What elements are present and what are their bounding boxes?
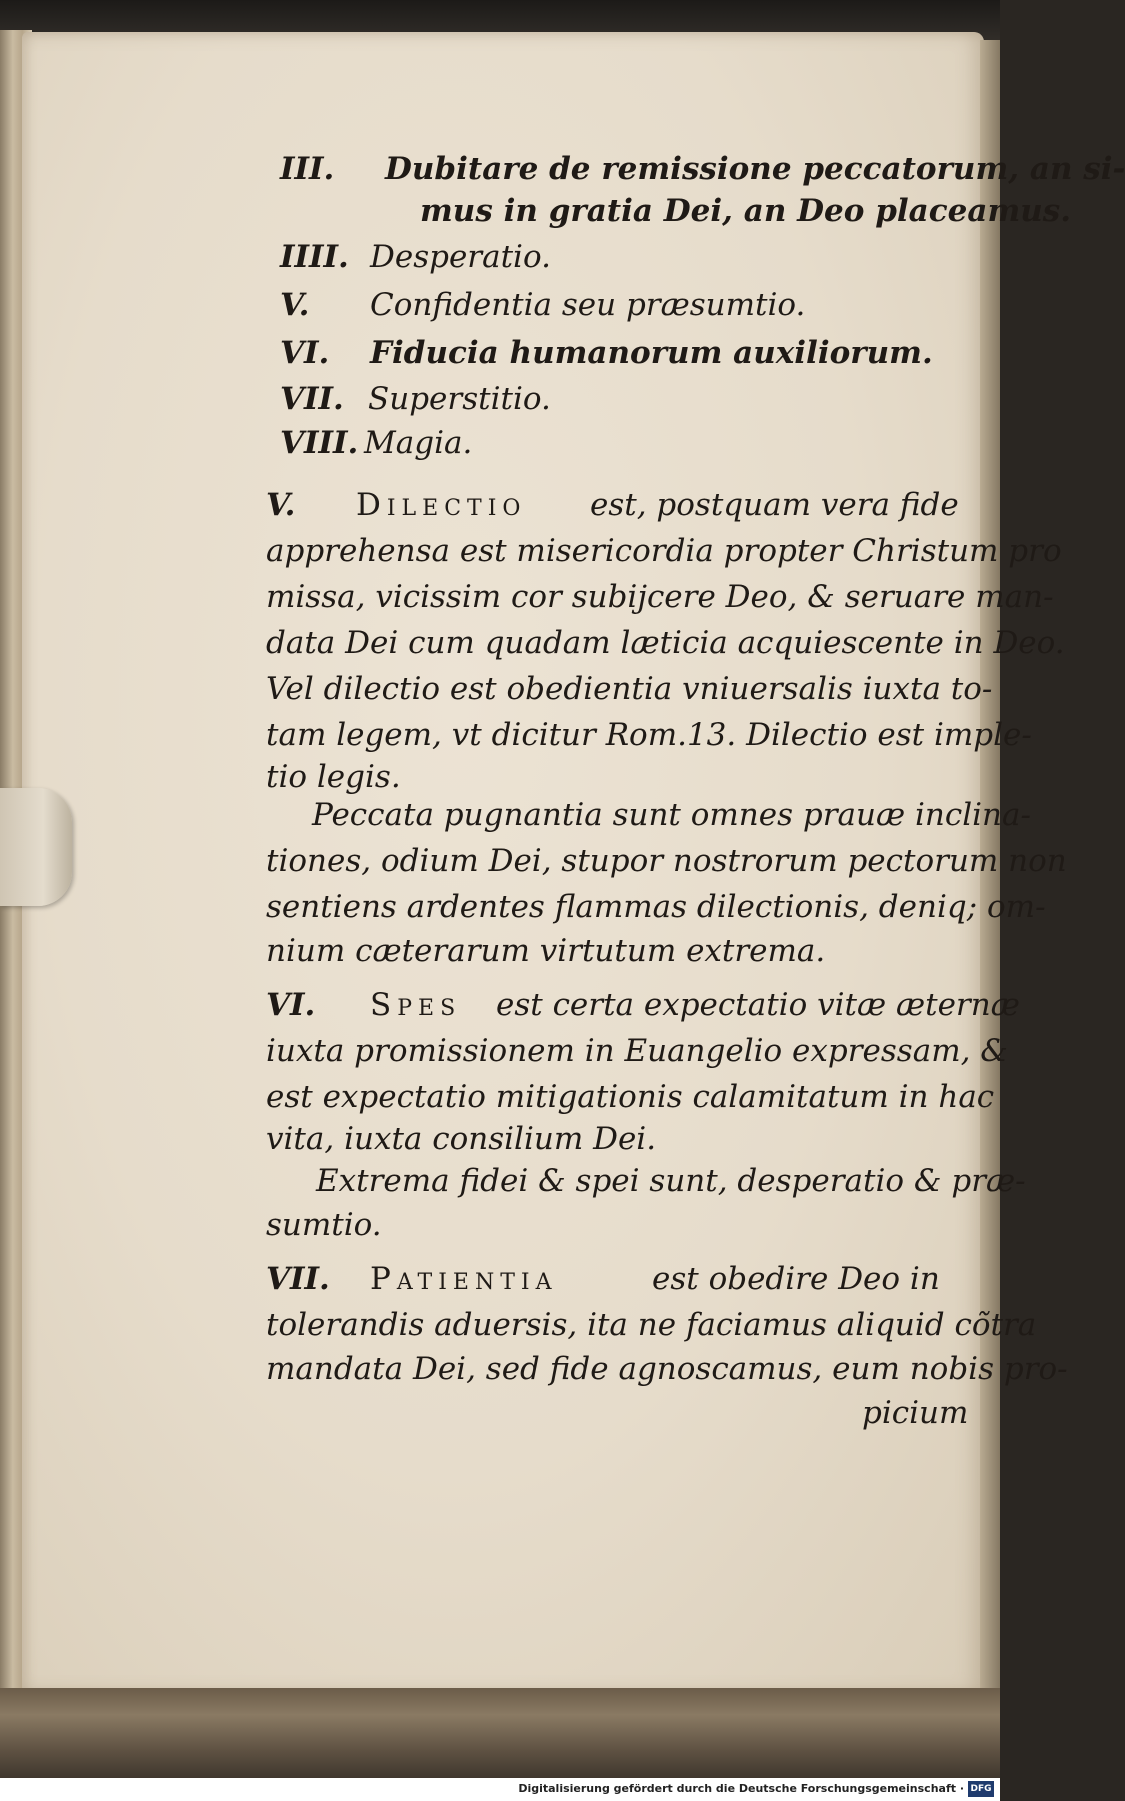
text-line: est certa expectatio vitæ æternæ xyxy=(496,987,1020,1023)
text-line: iuxta promissionem in Euangelio expressam, & xyxy=(266,1033,1008,1069)
catchword: picium xyxy=(862,1395,969,1431)
text-line: Vel dilectio est obedientia vniuersalis iuxta to- xyxy=(266,671,993,707)
funding-credit: Digitalisierung gefördert durch die Deutsche Forschungsgemeinschaft · xyxy=(518,1782,964,1795)
text-line: tiones, odium Dei, stupor nostrorum pectorum non xyxy=(266,843,1067,879)
text-line: missa, vicissim cor subijcere Deo, & seruare man- xyxy=(266,579,1054,615)
list-text: Confidentia seu præsumtio. xyxy=(370,287,806,323)
list-text: Fiducia humanorum auxiliorum. xyxy=(370,335,933,371)
list-num: III. xyxy=(280,151,335,187)
section-num: VI. xyxy=(266,987,316,1023)
list-num: VI. xyxy=(280,335,330,371)
text-line: Extrema fidei & spei sunt, desperatio & præ- xyxy=(316,1163,1026,1199)
text-line: tam legem, vt dicitur Rom.13. Dilectio est imple- xyxy=(266,717,1032,753)
text-line: nium cæterarum virtutum extrema. xyxy=(266,933,826,969)
text-line: Peccata pugnantia sunt omnes prauæ inclina- xyxy=(312,797,1031,833)
text-line: tio legis. xyxy=(266,759,401,795)
list-num: VII. xyxy=(280,381,344,417)
text-line: data Dei cum quadam læticia acquiescente in Deo. xyxy=(266,625,1065,661)
section-num: V. xyxy=(266,487,296,523)
text-line: est, postquam vera fide xyxy=(590,487,959,523)
list-num: V. xyxy=(280,287,310,323)
list-num: IIII. xyxy=(280,239,349,275)
text-line: vita, iuxta consilium Dei. xyxy=(266,1121,657,1157)
list-text: Dubitare de remissione peccatorum, an si- xyxy=(385,151,1125,187)
dfg-logo-icon: DFG xyxy=(968,1781,994,1797)
text-line: apprehensa est misericordia propter Christum pro xyxy=(266,533,1062,569)
section-head: Patientia xyxy=(370,1261,558,1297)
list-text: Magia. xyxy=(364,425,473,461)
list-text: mus in gratia Dei, an Deo placeamus. xyxy=(420,193,1072,229)
section-head: Dilectio xyxy=(356,487,527,523)
list-num: VIII. xyxy=(280,425,359,461)
text-line: sumtio. xyxy=(266,1207,382,1243)
page-clip xyxy=(0,788,72,906)
list-text: Superstitio. xyxy=(368,381,551,417)
text-line: tolerandis aduersis, ita ne faciamus aliquid cõtra xyxy=(266,1307,1037,1343)
section-head: Spes xyxy=(370,987,462,1023)
text-line: est obedire Deo in xyxy=(652,1261,940,1297)
section-num: VII. xyxy=(266,1261,330,1297)
text-line: est expectatio mitigationis calamitatum in hac xyxy=(266,1079,995,1115)
text-line: sentiens ardentes flammas dilectionis, deniq; om- xyxy=(266,889,1046,925)
footer-strip xyxy=(0,1778,1000,1801)
book-bottom-edge xyxy=(0,1688,1000,1778)
list-text: Desperatio. xyxy=(370,239,551,275)
text-line: mandata Dei, sed fide agnoscamus, eum nobis pro- xyxy=(266,1351,1068,1387)
